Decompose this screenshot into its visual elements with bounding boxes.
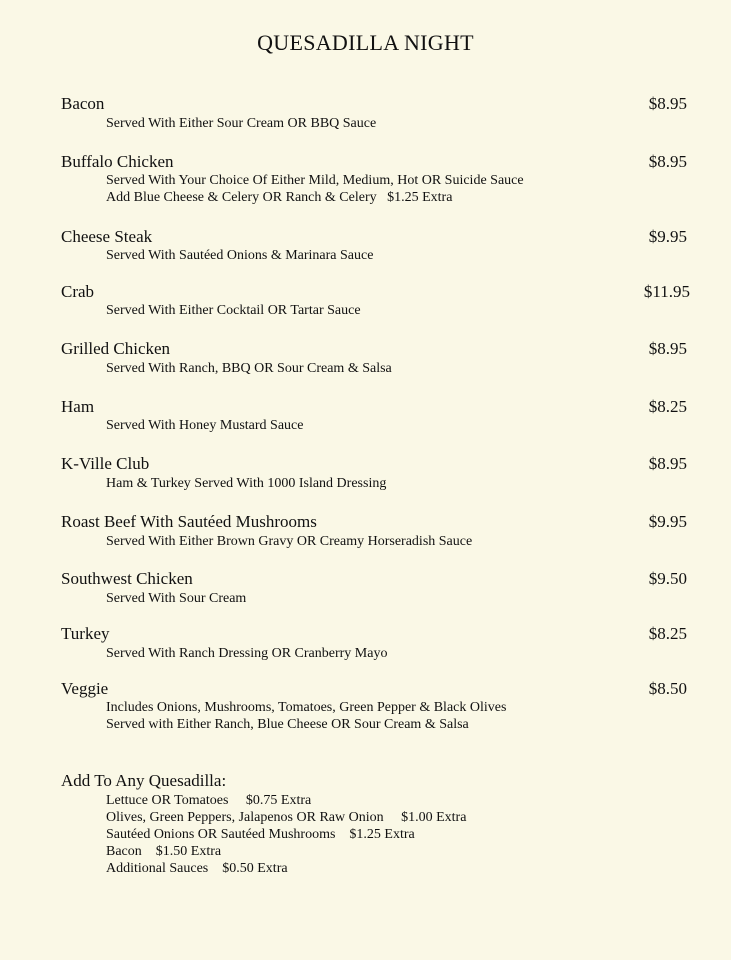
menu-item-description: Served with Either Ranch, Blue Cheese OR Sour Cream & Salsa <box>106 717 469 732</box>
menu-item-name: Crab <box>61 282 95 301</box>
menu-item-name: Cheese Steak <box>61 227 153 246</box>
menu-item-name: Grilled Chicken <box>61 339 171 358</box>
menu-item-name: Bacon <box>61 94 105 113</box>
menu-item-name: Veggie <box>61 679 109 698</box>
menu-item-price: $8.95 <box>648 339 687 358</box>
menu-item-name: Buffalo Chicken <box>61 152 174 171</box>
menu-item-description: Served With Sour Cream <box>106 591 247 606</box>
addon-line: Bacon $1.50 Extra <box>106 844 222 859</box>
menu-item-name: Turkey <box>61 624 110 643</box>
menu-item-price: $8.95 <box>648 94 687 113</box>
addon-line: Additional Sauces $0.50 Extra <box>106 861 288 876</box>
menu-item-name: K-Ville Club <box>61 454 150 473</box>
menu-item-price: $8.50 <box>648 679 687 698</box>
menu-item-description: Served With Either Brown Gravy OR Creamy Horseradish Sauce <box>106 534 473 549</box>
menu-item-price: $8.25 <box>648 624 687 643</box>
addons-heading: Add To Any Quesadilla: <box>61 771 227 790</box>
menu-item-price: $8.95 <box>648 152 687 171</box>
menu-item-description: Served With Ranch Dressing OR Cranberry Mayo <box>106 646 388 661</box>
menu-title: QUESADILLA NIGHT <box>257 30 474 55</box>
menu-item-price: $9.95 <box>648 512 687 531</box>
menu-item-name: Roast Beef With Sautéed Mushrooms <box>61 512 317 531</box>
menu-item-description: Served With Either Cocktail OR Tartar Sauce <box>106 303 361 318</box>
menu-item-description: Add Blue Cheese & Celery OR Ranch & Celery $1.25 Extra <box>106 190 453 205</box>
menu-item-price: $9.50 <box>648 569 687 588</box>
menu-item-price: $8.25 <box>648 397 687 416</box>
menu-item-description: Ham & Turkey Served With 1000 Island Dressing <box>106 476 387 491</box>
menu-item-name: Southwest Chicken <box>61 569 193 588</box>
menu-item-description: Served With Honey Mustard Sauce <box>106 418 304 433</box>
menu-item-description: Served With Ranch, BBQ OR Sour Cream & Salsa <box>106 361 392 376</box>
menu-item-price: $8.95 <box>648 454 687 473</box>
menu-item-description: Served With Sautéed Onions & Marinara Sauce <box>106 248 374 263</box>
addon-line: Sautéed Onions OR Sautéed Mushrooms $1.25 Extra <box>106 827 415 842</box>
addon-line: Lettuce OR Tomatoes $0.75 Extra <box>106 793 312 808</box>
menu-item-name: Ham <box>61 397 95 416</box>
menu-item-description: Served With Either Sour Cream OR BBQ Sauce <box>106 116 377 131</box>
menu-item-description: Served With Your Choice Of Either Mild, Medium, Hot OR Suicide Sauce <box>106 173 524 188</box>
menu-item-description: Includes Onions, Mushrooms, Tomatoes, Green Pepper & Black Olives <box>106 700 507 715</box>
addon-line: Olives, Green Peppers, Jalapenos OR Raw Onion $1.00 Extra <box>106 810 467 825</box>
menu-item-price: $9.95 <box>648 227 687 246</box>
menu-item-price: $11.95 <box>643 282 690 301</box>
